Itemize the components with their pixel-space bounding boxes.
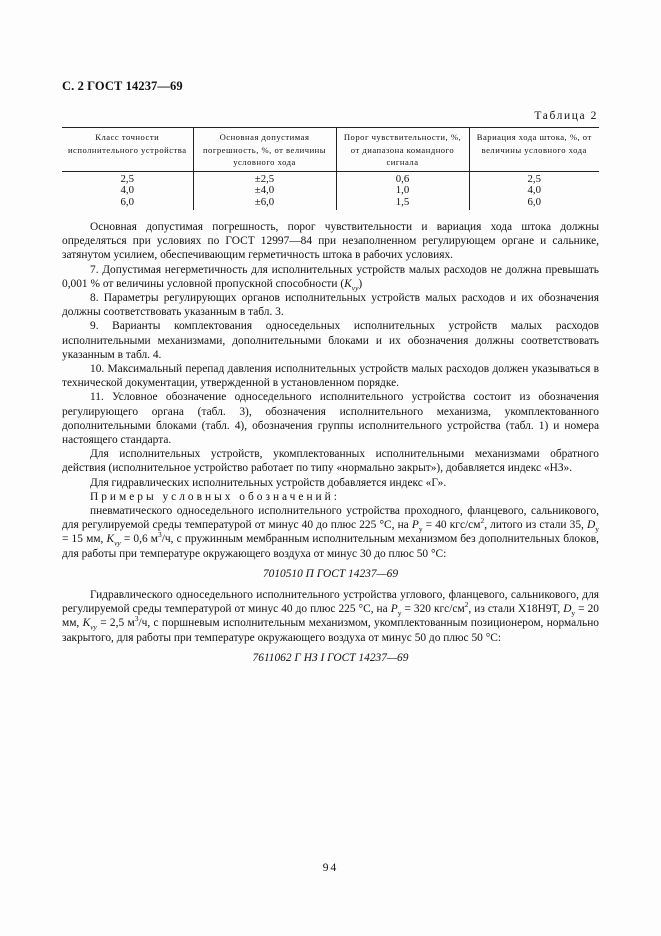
body-text [62,220,599,672]
table-cell: 2,5 [120,172,134,185]
table-cell: 6,0 [469,197,599,211]
table-column-header: Класс точности исполнительного устройства [62,128,193,172]
page-number: 94 [322,862,339,874]
examples-heading: Примеры условных обозначений: [90,490,340,503]
table-cell: ±2,5 [193,171,336,185]
table-cell: ±4,0 [193,185,336,197]
table-cell: 0,6 [336,171,469,185]
example-2: Гидравлического односедельного исполнительного устройства углового, фланцевого, сальникового, для регулируемой среды температурой от минус 40 до плюс 225 °С, на $P_y = 320$ кгс/$см^2$, из стали Х18Н9Т, $D_y = 20$ мм, $K_{vy} = 2,5$ $м^3/ч$, с поршневым исполнительным механизмом, укомплектованным позиционером, нормально закрытого, для работы при температуре окружающего воздуха от минус 50 до плюс 50 °С: [62,589,599,644]
table-2 [62,127,599,210]
table-cell: 1,5 [336,197,469,211]
table-cell: 2,5 [469,171,599,185]
table-column-header: Вариация хода штока, %, от величины условного хода [469,128,599,172]
table-row [62,171,599,185]
paragraph-10: 10. Максимальный перепад давления исполнительных устройств малых расходов должен указываться в технической документации, утвержденной в установленном порядке. [62,363,599,390]
paragraph-7: 7. Допустимая негерметичность для исполнительных устройств малых расходов не должна превышать 0,001 % от величины условной пропускной способности $(K_{vy})$ [62,263,599,293]
table-caption: Таблица 2 [534,110,598,122]
paragraph: Основная допустимая погрешность, порог чувствительности и вариация хода штока должны определяться при условиях по ГОСТ 12997—84 при незаполненном регулирующем органе и сальнике, затянутом усилием, обеспечивающим герметичность штока в рабочих условиях. [62,221,599,262]
page-header: С. 2 ГОСТ 14237—69 [62,79,183,93]
table-row [62,197,599,211]
table-cell: 4,0 [469,185,599,197]
table-column-header: Основная допустимая погрешность, %, от величины условного хода [193,128,336,172]
table-cell: 4,0 [120,184,134,196]
example-1-designation: 7010510 П ГОСТ 14237—69 [262,567,399,580]
paragraph: Для гидравлических исполнительных устройств добавляется индекс «Г». [90,476,447,489]
paragraph-8: 8. Параметры регулирующих органов исполнительных устройств малых расходов и их обозначения должны соответствовать указанным в табл. 3. [62,292,599,319]
table-header-row [62,128,599,172]
example-1: пневматического односедельного исполнительного устройства проходного, фланцевого, сальникового, для регулируемой среды температурой от минус 40 до плюс 225 °С, на $P_y = 40$ кгс/$см^2$, литого из стали 35, $D_y = 15$ мм, $K_{vy} = 0,6$ $м^3/ч$, с пружинным мембранным исполнительным механизмом без дополнительных блоков, для работы при температуре окружающего воздуха от минус 30 до плюс 50 °С: [62,505,599,560]
paragraph-11: 11. Условное обозначение односедельного исполнительного устройства состоит из обозначения регулирующего органа (табл. 3), обозначения исполнительного механизма, укомплектованного дополнительными блоками (табл. 4), обозначения группы исполнительного устройства (табл. 1) и номера настоящего стандарта. [62,391,599,447]
paragraph-9: 9. Варианты комплектования односедельных исполнительных устройств малых расходов исполнительными механизмами, дополнительными блоками и их обозначения должны соответствовать указанным в табл. 4. [62,320,599,361]
table-cell: 1,0 [336,185,469,197]
table-cell: ±6,0 [193,197,336,211]
paragraph: Для исполнительных устройств, укомплектованных исполнительными механизмами обратного действия (исполнительное устройство работает по типу «нормально закрыт»), добавляется индекс «НЗ». [62,448,599,475]
example-2-designation: 7611062 Г НЗ I ГОСТ 14237—69 [252,651,409,664]
table-row [62,185,599,197]
table-cell: 6,0 [120,195,134,208]
table-column-header: Порог чувствительности, %, от диапазона командного сигнала [336,128,469,172]
